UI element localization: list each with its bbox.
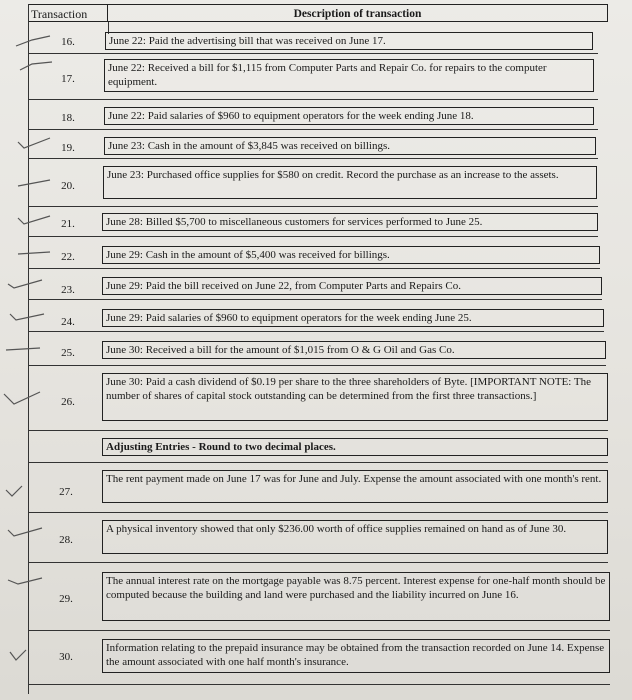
check-mark-icon	[4, 524, 44, 544]
transaction-number: 25.	[61, 347, 75, 359]
transaction-description: June 29: Cash in the amount of $5,400 was received for billings.	[102, 246, 600, 264]
transaction-number: 20.	[61, 180, 75, 192]
check-mark-icon	[16, 58, 56, 78]
transaction-description: Information relating to the prepaid insurance may be obtained from the transaction recorded on June 14. Expense the amount associated with one half month's insurance.	[102, 639, 610, 673]
transaction-description: The annual interest rate on the mortgage payable was 8.75 percent. Interest expense for one-half month should be computed because the building and land were purchased and the liability incurred on June 16.	[102, 572, 610, 621]
header-description: Description of transaction	[108, 4, 608, 22]
transaction-number: 21.	[61, 218, 75, 230]
transaction-number: 18.	[61, 112, 75, 124]
transaction-number: 16.	[61, 36, 75, 48]
transaction-number: 17.	[61, 73, 75, 85]
check-mark-icon	[14, 244, 54, 264]
check-mark-icon	[4, 276, 44, 296]
transaction-description: June 22: Paid salaries of $960 to equipment operators for the week ending June 18.	[104, 107, 594, 125]
adjusting-entries-heading: Adjusting Entries - Round to two decimal places.	[102, 438, 608, 456]
transaction-number: 30.	[59, 651, 73, 663]
transaction-description: June 22: Received a bill for $1,115 from Computer Parts and Repair Co. for repairs to the computer equipment.	[104, 59, 594, 92]
transaction-description: June 30: Paid a cash dividend of $0.19 per share to the three shareholders of Byte. [IMPORTANT NOTE: The number of shares of capital stock outstanding can be determined from the first three transactions.]	[102, 373, 608, 421]
check-mark-icon	[2, 482, 42, 502]
transaction-description: June 23: Cash in the amount of $3,845 was received on billings.	[104, 137, 596, 155]
transaction-number: 29.	[59, 593, 73, 605]
transaction-description: June 23: Purchased office supplies for $580 on credit. Record the purchase as an increase to the assets.	[103, 166, 597, 199]
header-transaction: Transaction	[28, 4, 108, 22]
check-mark-icon	[2, 390, 42, 410]
check-mark-icon	[14, 32, 54, 52]
check-mark-icon	[14, 174, 54, 194]
check-mark-icon	[2, 340, 42, 360]
transaction-description: June 28: Billed $5,700 to miscellaneous customers for services performed to June 25.	[102, 213, 598, 231]
check-mark-icon	[6, 308, 46, 328]
check-mark-icon	[14, 134, 54, 154]
transaction-description: June 22: Paid the advertising bill that was received on June 17.	[105, 32, 593, 50]
transaction-description: June 29: Paid the bill received on June 22, from Computer Parts and Repairs Co.	[102, 277, 602, 295]
transaction-number: 28.	[59, 534, 73, 546]
transaction-number: 26.	[61, 396, 75, 408]
transaction-number: 24.	[61, 316, 75, 328]
check-mark-icon	[14, 212, 54, 232]
transaction-number: 23.	[61, 284, 75, 296]
transaction-description: A physical inventory showed that only $236.00 worth of office supplies remained on hand as of June 30.	[102, 520, 608, 554]
transaction-description: The rent payment made on June 17 was for June and July. Expense the amount associated with one month's rent.	[102, 470, 608, 503]
transaction-number: 27.	[59, 486, 73, 498]
check-mark-icon	[4, 574, 44, 594]
check-mark-icon	[6, 646, 46, 666]
transaction-description: June 30: Received a bill for the amount of $1,015 from O & G Oil and Gas Co.	[102, 341, 606, 359]
transaction-number: 19.	[61, 142, 75, 154]
transaction-number: 22.	[61, 251, 75, 263]
transaction-description: June 29: Paid salaries of $960 to equipment operators for the week ending June 25.	[102, 309, 604, 327]
